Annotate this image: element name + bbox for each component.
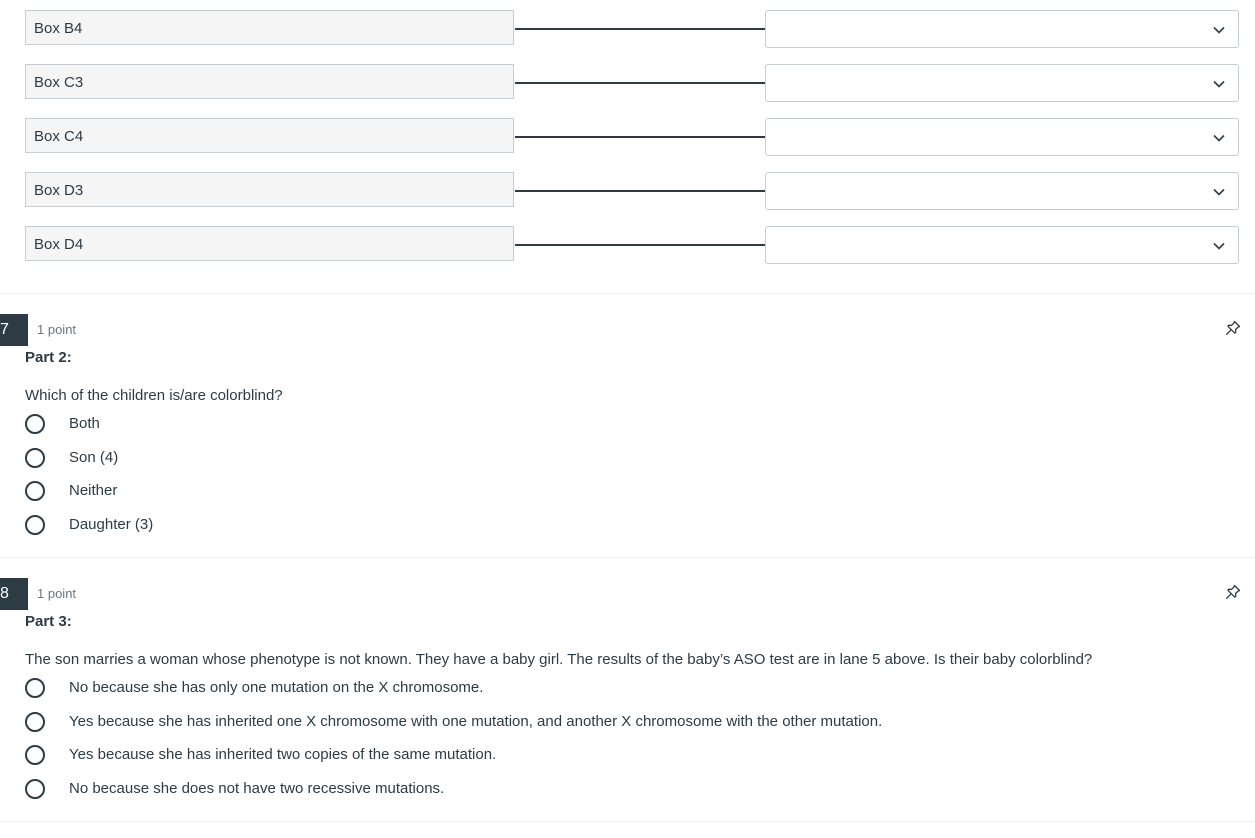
section-divider bbox=[0, 293, 1255, 294]
match-row bbox=[25, 226, 1239, 264]
match-dropdown[interactable] bbox=[765, 64, 1239, 102]
match-label: Box D3 bbox=[25, 172, 514, 207]
radio-icon[interactable] bbox=[25, 779, 45, 799]
answer-label: Neither bbox=[69, 482, 118, 499]
match-label: Box D4 bbox=[25, 226, 514, 261]
match-dropdown[interactable] bbox=[765, 118, 1239, 156]
match-label: Box C3 bbox=[25, 64, 514, 99]
radio-icon[interactable] bbox=[25, 481, 45, 501]
radio-icon[interactable] bbox=[25, 678, 45, 698]
question-part-title: Part 3: bbox=[25, 613, 72, 630]
section-divider bbox=[0, 821, 1255, 822]
match-row bbox=[25, 172, 1239, 210]
connector-line bbox=[515, 244, 765, 246]
pin-icon[interactable] bbox=[1224, 319, 1242, 337]
radio-icon[interactable] bbox=[25, 745, 45, 765]
answer-label: No because she has only one mutation on the X chromosome. bbox=[69, 679, 484, 696]
answer-label: No because she does not have two recessive mutations. bbox=[69, 780, 445, 797]
chevron-down-icon bbox=[1212, 77, 1226, 91]
match-row bbox=[25, 10, 1239, 48]
radio-icon[interactable] bbox=[25, 448, 45, 468]
chevron-down-icon bbox=[1212, 185, 1226, 199]
connector-line bbox=[515, 190, 765, 192]
chevron-down-icon bbox=[1212, 131, 1226, 145]
answer-label: Daughter (3) bbox=[69, 516, 154, 533]
question-text: Which of the children is/are colorblind? bbox=[25, 387, 283, 404]
connector-line bbox=[515, 136, 765, 138]
connector-line bbox=[515, 82, 765, 84]
chevron-down-icon bbox=[1212, 23, 1226, 37]
match-dropdown[interactable] bbox=[765, 10, 1239, 48]
answer-label: Yes because she has inherited one X chromosome with one mutation, and another X chromosome with the other mutation. bbox=[69, 713, 883, 730]
question-points: 1 point bbox=[37, 586, 77, 601]
match-row bbox=[25, 64, 1239, 102]
pin-icon[interactable] bbox=[1224, 583, 1242, 601]
chevron-down-icon bbox=[1212, 239, 1226, 253]
question-number-badge: 7 bbox=[0, 314, 28, 346]
section-divider bbox=[0, 557, 1255, 558]
match-dropdown[interactable] bbox=[765, 226, 1239, 264]
answer-label: Both bbox=[69, 415, 100, 432]
match-dropdown[interactable] bbox=[765, 172, 1239, 210]
match-label: Box B4 bbox=[25, 10, 514, 45]
answer-label: Son (4) bbox=[69, 449, 119, 466]
radio-icon[interactable] bbox=[25, 712, 45, 732]
connector-line bbox=[515, 28, 765, 30]
answer-label: Yes because she has inherited two copies of the same mutation. bbox=[69, 746, 497, 763]
radio-icon[interactable] bbox=[25, 414, 45, 434]
question-points: 1 point bbox=[37, 322, 77, 337]
match-label: Box C4 bbox=[25, 118, 514, 153]
match-row bbox=[25, 118, 1239, 156]
question-text: The son marries a woman whose phenotype is not known. They have a baby girl. The results of the baby’s ASO test are in lane 5 above. Is their baby colorblind? bbox=[25, 651, 1093, 668]
radio-icon[interactable] bbox=[25, 515, 45, 535]
question-number-badge: 8 bbox=[0, 578, 28, 610]
question-part-title: Part 2: bbox=[25, 349, 72, 366]
